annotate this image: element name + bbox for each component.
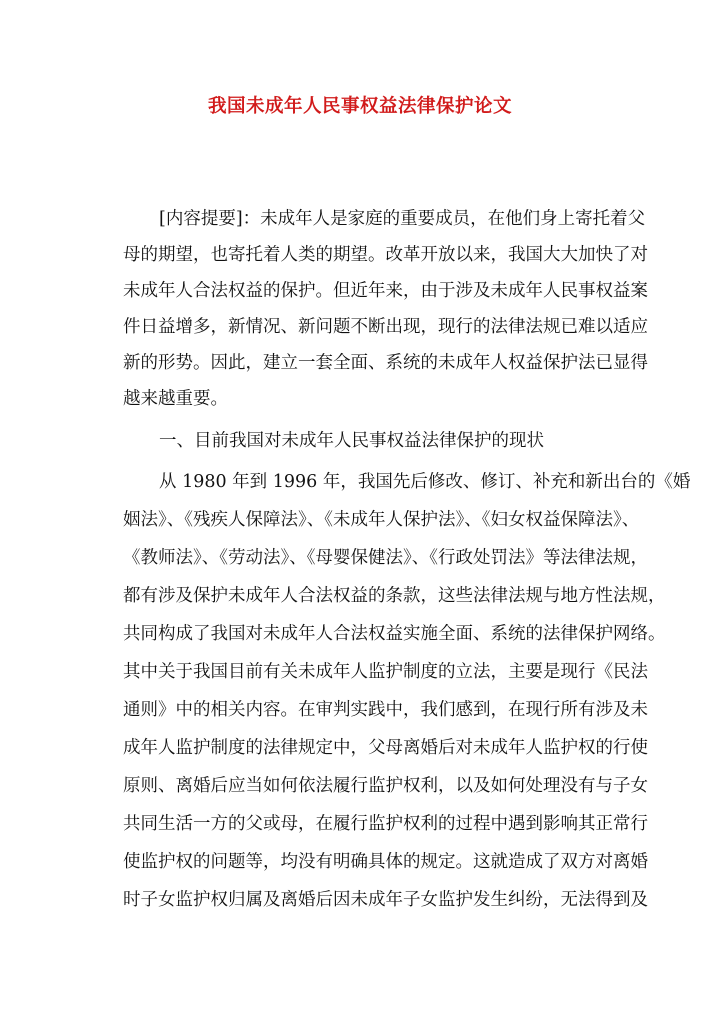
paragraph-line: 姻法》、《残疾人保障法》、《未成年人保护法》、《妇女权益保障法》、 [123,510,640,530]
paragraph-line: 母的期望，也寄托着人类的期望。改革开放以来，我国大大加快了对 [123,245,648,265]
paragraph-line: 越来越重要。 [123,389,228,409]
paragraph-line: 从 1980 年到 1996 年，我国先后修改、修订、补充和新出台的《婚 [159,472,691,492]
paragraph-line: 使监护权的问题等，均没有明确具体的规定。这就造成了双方对离婚 [123,852,648,872]
paragraph-line: 《教师法》、《劳动法》、《母婴保健法》、《行政处罚法》等法律法规， [123,548,648,568]
paragraph-line: 成年人监护制度的法律规定中，父母离婚后对未成年人监护权的行使 [123,738,648,758]
paragraph-line: 时子女监护权归属及离婚后因未成年子女监护发生纠纷，无法得到及 [123,890,648,910]
paragraph-line: 未成年人合法权益的保护。但近年来，由于涉及未成年人民事权益案 [123,281,648,301]
section-heading: 一、目前我国对未成年人民事权益法律保护的现状 [159,431,544,451]
paragraph-line: 原则、离婚后应当如何依法履行监护权利，以及如何处理没有与子女 [123,776,648,796]
paragraph-line: 件日益增多，新情况、新问题不断出现，现行的法律法规已难以适应 [123,317,648,337]
paragraph-line: [内容提要]：未成年人是家庭的重要成员，在他们身上寄托着父 [159,209,646,229]
paragraph-line: 共同生活一方的父或母，在履行监护权利的过程中遇到影响其正常行 [123,814,648,834]
paragraph-line: 新的形势。因此，建立一套全面、系统的未成年人权益保护法已显得 [123,353,648,373]
document-title: 我国未成年人民事权益法律保护论文 [207,96,512,117]
paragraph-line: 都有涉及保护未成年人合法权益的条款，这些法律法规与地方性法规， [123,586,666,606]
paragraph-line: 其中关于我国目前有关未成年人监护制度的立法，主要是现行《民法 [123,662,648,682]
paragraph-line: 共同构成了我国对未成年人合法权益实施全面、系统的法律保护网络。 [123,624,666,644]
paragraph-line: 通则》中的相关内容。在审判实践中，我们感到，在现行所有涉及未 [123,700,648,720]
